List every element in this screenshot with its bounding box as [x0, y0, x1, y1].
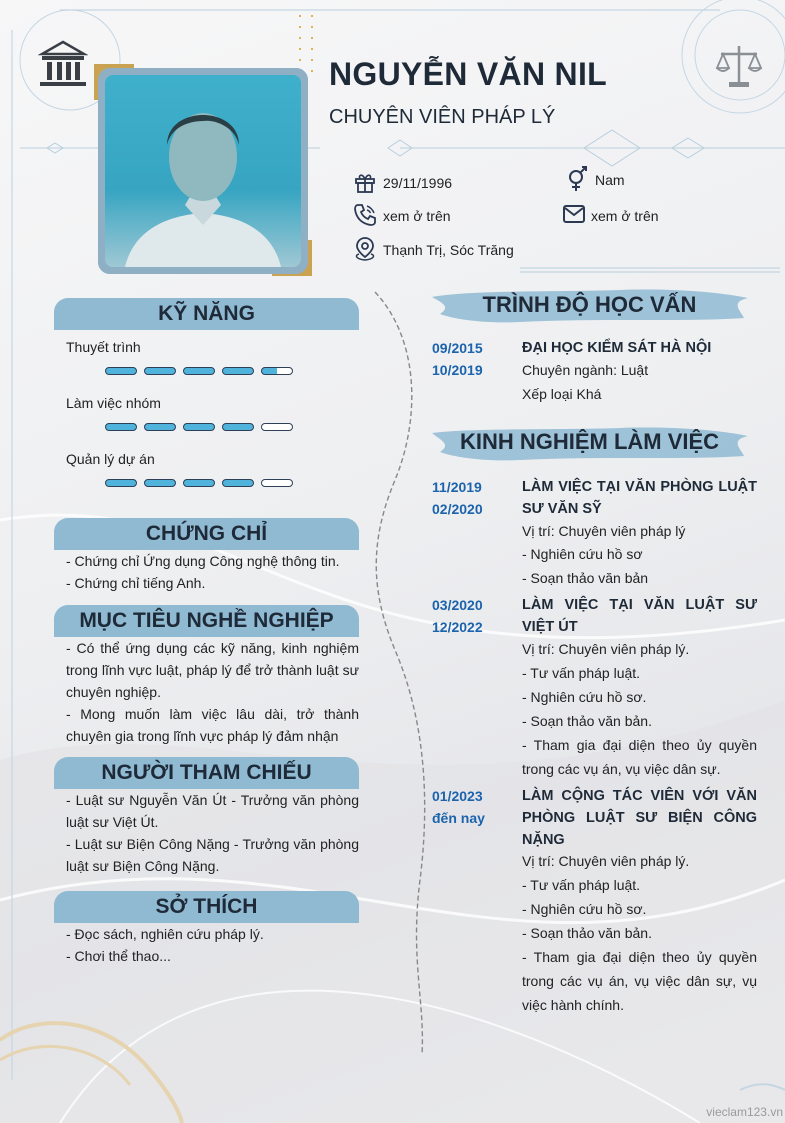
experience-detail: - Soạn thảo văn bản.	[522, 925, 652, 941]
skill-level-segment	[261, 423, 293, 431]
skill-level-segment	[105, 479, 137, 487]
gender-icon	[565, 166, 589, 192]
education-detail: Xếp loại Khá	[522, 386, 602, 402]
job-title: CHUYÊN VIÊN PHÁP LÝ	[329, 106, 556, 128]
experience-detail: Vị trí: Chuyên viên pháp lý.	[522, 641, 690, 657]
location-pin-icon	[353, 236, 377, 262]
mail-icon	[562, 203, 586, 225]
candidate-name: NGUYỄN VĂN NIL	[329, 56, 607, 92]
experience-end-date: 02/2020	[432, 501, 483, 517]
hobby-item: - Chơi thể thao...	[66, 948, 171, 964]
phone-icon	[353, 203, 377, 227]
education-school: ĐẠI HỌC KIỂM SÁT HÀ NỘI	[522, 340, 712, 356]
objective-item: - Có thể ứng dụng các kỹ năng, kinh nghiệm trong lĩnh vực luật, pháp lý để trở thành luật sư chuyên nghiệp.	[66, 640, 359, 700]
experience-start-date: 11/2019	[432, 479, 482, 495]
skill-level-segment	[144, 367, 176, 375]
hobbies-heading: SỞ THÍCH	[54, 891, 359, 923]
experience-detail: - Tư vấn pháp luật.	[522, 877, 641, 893]
experience-detail: - Nghiên cứu hồ sơ.	[522, 689, 647, 705]
skill-level-segment	[222, 423, 254, 431]
skill-level-segment	[183, 479, 215, 487]
skill-level-bar	[105, 367, 295, 376]
experience-start-date: 01/2023	[432, 788, 483, 804]
skill-label: Làm việc nhóm	[66, 395, 161, 411]
skill-level-segment	[261, 367, 293, 375]
reference-item: - Luật sư Biện Công Nặng - Trưởng văn phòng luật sư Biện Công Nặng.	[66, 836, 359, 874]
skills-heading: KỸ NĂNG	[54, 298, 359, 330]
watermark: vieclam123.vn	[706, 1105, 783, 1119]
address-value: Thạnh Trị, Sóc Trăng	[383, 242, 514, 258]
experience-detail: - Nghiên cứu hồ sơ.	[522, 901, 647, 917]
experience-end-date: 12/2022	[432, 619, 483, 635]
skill-level-segment	[105, 367, 137, 375]
skill-level-segment	[261, 479, 293, 487]
skill-level-segment	[144, 479, 176, 487]
gender-value: Nam	[595, 172, 625, 188]
education-start-date: 09/2015	[432, 340, 483, 356]
certificates-heading: CHỨNG CHỈ	[54, 518, 359, 550]
experience-detail: - Soạn thảo văn bản	[522, 570, 649, 586]
skill-level-bar	[105, 423, 295, 432]
experience-title: LÀM CỘNG TÁC VIÊN VỚI VĂN PHÒNG LUẬT SƯ BIỆN CÔNG NẶNG	[522, 788, 757, 848]
skill-label: Quản lý dự án	[66, 451, 155, 467]
avatar	[105, 75, 301, 267]
phone-value: xem ở trên	[383, 208, 451, 224]
experience-start-date: 03/2020	[432, 597, 483, 613]
certificate-item: - Chứng chỉ Ứng dụng Công nghệ thông tin.	[66, 553, 340, 569]
skill-level-segment	[183, 423, 215, 431]
gift-icon	[353, 170, 377, 194]
birthday-value: 29/11/1996	[383, 175, 453, 191]
courthouse-icon	[38, 40, 88, 88]
experience-heading: KINH NGHIỆM LÀM VIỆC	[459, 429, 720, 454]
skill-level-segment	[144, 423, 176, 431]
experience-detail: - Tư vấn pháp luật.	[522, 665, 641, 681]
scales-of-justice-icon	[715, 42, 763, 90]
education-heading: TRÌNH ĐỘ HỌC VẤN	[482, 292, 697, 317]
reference-item: - Luật sư Nguyễn Văn Út - Trưởng văn phòng luật sư Việt Út.	[66, 792, 359, 830]
skill-level-segment	[222, 479, 254, 487]
experience-detail: - Soạn thảo văn bản.	[522, 713, 652, 729]
education-end-date: 10/2019	[432, 362, 483, 378]
experience-detail: - Tham gia đại diện theo ủy quyền trong các vụ án, vụ việc dân sự, vụ việc hành chính.	[522, 949, 757, 1013]
certificate-item: - Chứng chỉ tiếng Anh.	[66, 575, 206, 591]
skill-level-segment	[105, 423, 137, 431]
experience-title: LÀM VIỆC TẠI VĂN LUẬT SƯ VIỆT ÚT	[522, 597, 757, 635]
experience-detail: - Tham gia đại diện theo ủy quyền trong các vụ án, vụ việc dân sự.	[522, 737, 757, 777]
references-heading: NGƯỜI THAM CHIẾU	[54, 757, 359, 789]
objective-item: - Mong muốn làm việc lâu dài, trở thành chuyên gia trong lĩnh vực pháp lý đảm nhận	[66, 706, 359, 744]
skill-level-segment	[222, 367, 254, 375]
experience-end-date: đến nay	[432, 810, 485, 826]
experience-detail: Vị trí: Chuyên viên pháp lý.	[522, 853, 690, 869]
skill-level-segment	[183, 367, 215, 375]
skill-label: Thuyết trình	[66, 339, 141, 355]
experience-detail: - Nghiên cứu hồ sơ	[522, 546, 643, 562]
education-detail: Chuyên ngành: Luật	[522, 362, 649, 378]
hobby-item: - Đọc sách, nghiên cứu pháp lý.	[66, 926, 264, 942]
objective-heading: MỤC TIÊU NGHỀ NGHIỆP	[54, 605, 359, 637]
email-value: xem ở trên	[591, 208, 659, 224]
experience-detail: Vị trí: Chuyên viên pháp lý	[522, 523, 686, 539]
experience-title: LÀM VIỆC TẠI VĂN PHÒNG LUẬT SƯ VĂN SỸ	[522, 479, 757, 517]
skill-level-bar	[105, 479, 295, 488]
